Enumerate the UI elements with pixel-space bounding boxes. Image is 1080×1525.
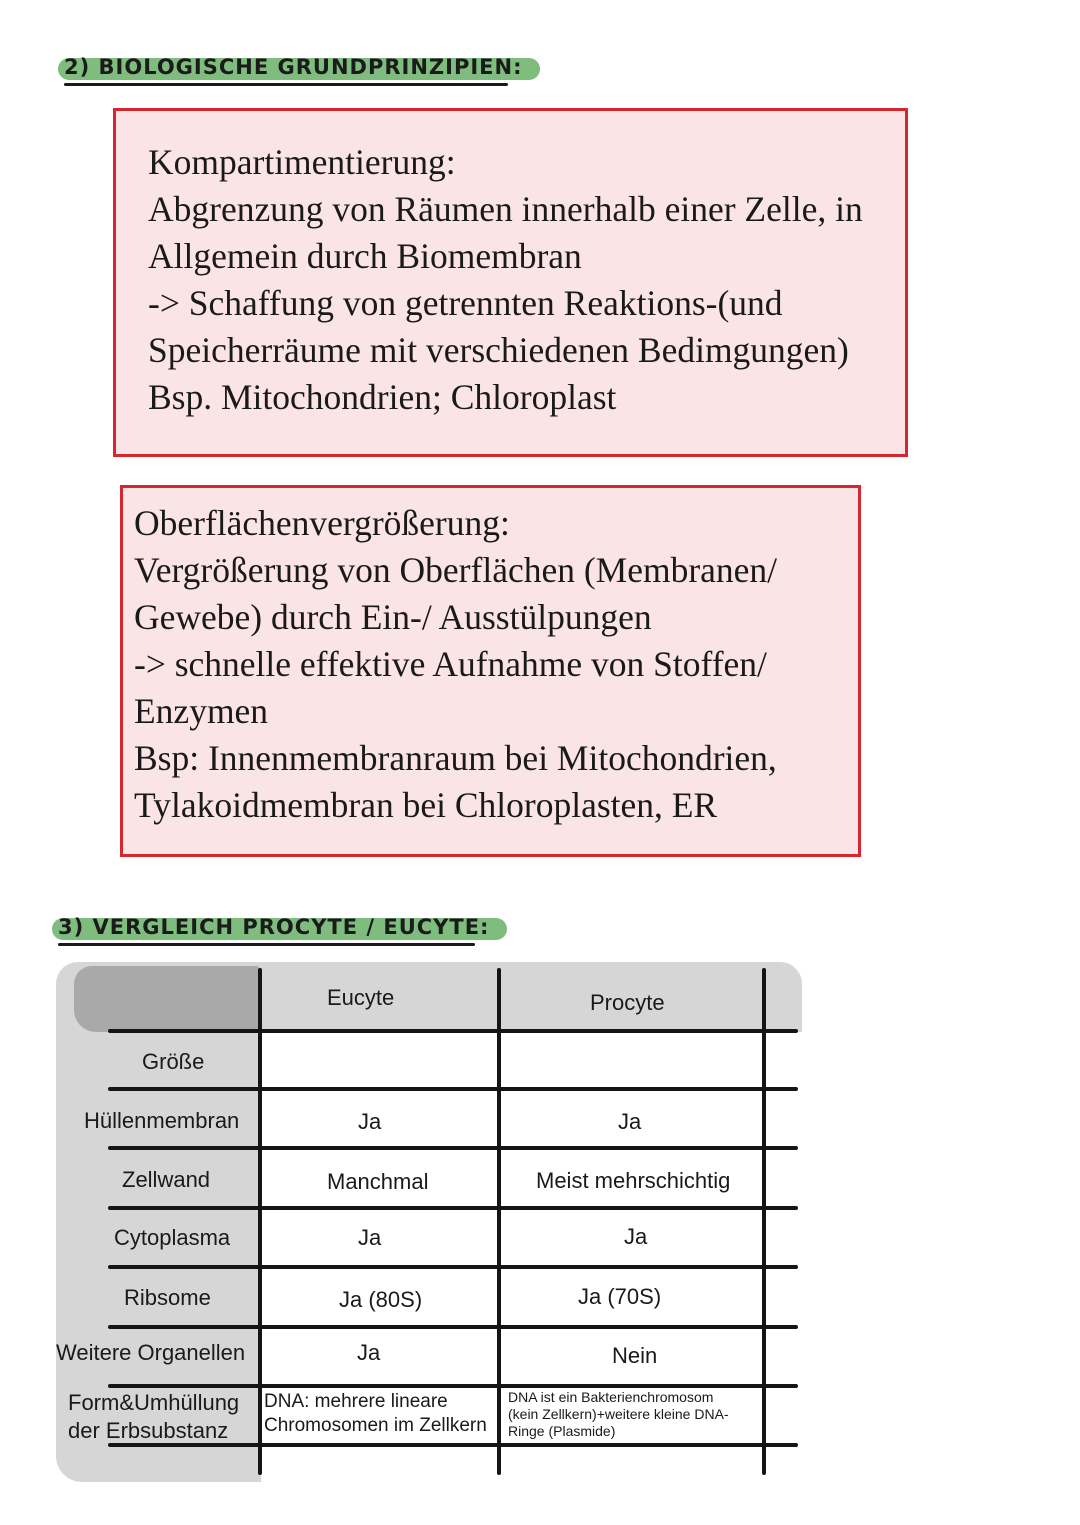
section-heading-2-text: 2) BIOLOGISCHE GRUNDPRINZIPIEN: [64, 55, 523, 79]
box2-line: Gewebe) durch Ein-/ Ausstülpungen [134, 597, 652, 637]
table-rule [108, 1029, 798, 1033]
row-label: Form&Umhüllung [68, 1390, 240, 1415]
box1-line: Bsp. Mitochondrien; Chloroplast [148, 377, 617, 417]
box1-title: Kompartimentierung: [148, 142, 456, 182]
box1-line: -> Schaffung von getrennten Reaktions-(und [148, 283, 783, 323]
box2-line: Vergrößerung von Oberflächen (Membranen/ [134, 550, 778, 590]
eucyte-cell: Ja [358, 1225, 382, 1250]
row-label: Hüllenmembran [84, 1108, 240, 1133]
box2-title: Oberflächenvergrößerung: [134, 503, 510, 543]
row-label: Größe [142, 1049, 205, 1074]
box1-line: Allgemein durch Biomembran [148, 236, 582, 276]
procyte-cell: Meist mehrschichtig [536, 1168, 731, 1193]
procyte-cell [508, 1389, 766, 1440]
table-rule [108, 1384, 798, 1388]
procyte-cell-line: DNA ist ein Bakterienchromosom [508, 1389, 714, 1405]
procyte-cell: Ja (70S) [578, 1284, 662, 1309]
box1-line: Speicherräume mit verschiedenen Bedimgungen) [148, 330, 849, 370]
section-heading-3 [58, 915, 489, 939]
eucyte-cell-line: DNA: mehrere lineare [264, 1391, 448, 1412]
eucyte-cell: Ja [358, 1109, 382, 1134]
definition-box-kompartimentierung [113, 108, 908, 457]
eucyte-cell: Manchmal [327, 1169, 429, 1194]
eucyte-cell [264, 1390, 500, 1438]
row-label: Zellwand [122, 1167, 211, 1192]
table-rule [108, 1206, 798, 1210]
procyte-cell: Ja [624, 1224, 648, 1249]
box2-line: -> schnelle effektive Aufnahme von Stoffen/ [134, 644, 767, 684]
table-corner-cell [74, 966, 260, 1032]
section-heading-3-text: 3) VERGLEICH PROCYTE / EUCYTE: [58, 915, 490, 939]
procyte-cell: Ja [618, 1109, 642, 1134]
row-label: Weitere Organellen [56, 1340, 246, 1365]
row-label: der Erbsubstanz [68, 1418, 229, 1443]
procyte-cell: Nein [612, 1343, 658, 1368]
box2-line: Enzymen [134, 691, 269, 731]
column-header-eucyte: Eucyte [327, 985, 395, 1010]
procyte-cell-line: (kein Zellkern)+weitere kleine DNA- [508, 1406, 729, 1422]
row-label: Cytoplasma [114, 1225, 231, 1250]
table-rule [108, 1265, 798, 1269]
eucyte-cell-line: Chromosomen im Zellkern [264, 1415, 487, 1436]
box1-line: Abgrenzung von Räumen innerhalb einer Zelle, in [148, 189, 863, 229]
eucyte-cell: Ja (80S) [339, 1287, 423, 1312]
heading-underline [64, 83, 508, 86]
table-rule [108, 1146, 798, 1150]
row-label: Ribsome [124, 1285, 211, 1310]
eucyte-cell: Ja [357, 1340, 381, 1365]
table-rule [108, 1325, 798, 1329]
section-heading-2 [64, 55, 522, 79]
heading-underline [58, 943, 475, 946]
box2-line: Tylakoidmembran bei Chloroplasten, ER [134, 785, 718, 825]
column-header-procyte: Procyte [590, 990, 665, 1015]
table-column-rule [258, 968, 262, 1475]
procyte-cell-line: Ringe (Plasmide) [508, 1423, 616, 1439]
table-rule [108, 1087, 798, 1091]
box2-line: Bsp: Innenmembranraum bei Mitochondrien, [134, 738, 777, 778]
definition-box-oberflaechenvergroesserung [120, 485, 861, 857]
